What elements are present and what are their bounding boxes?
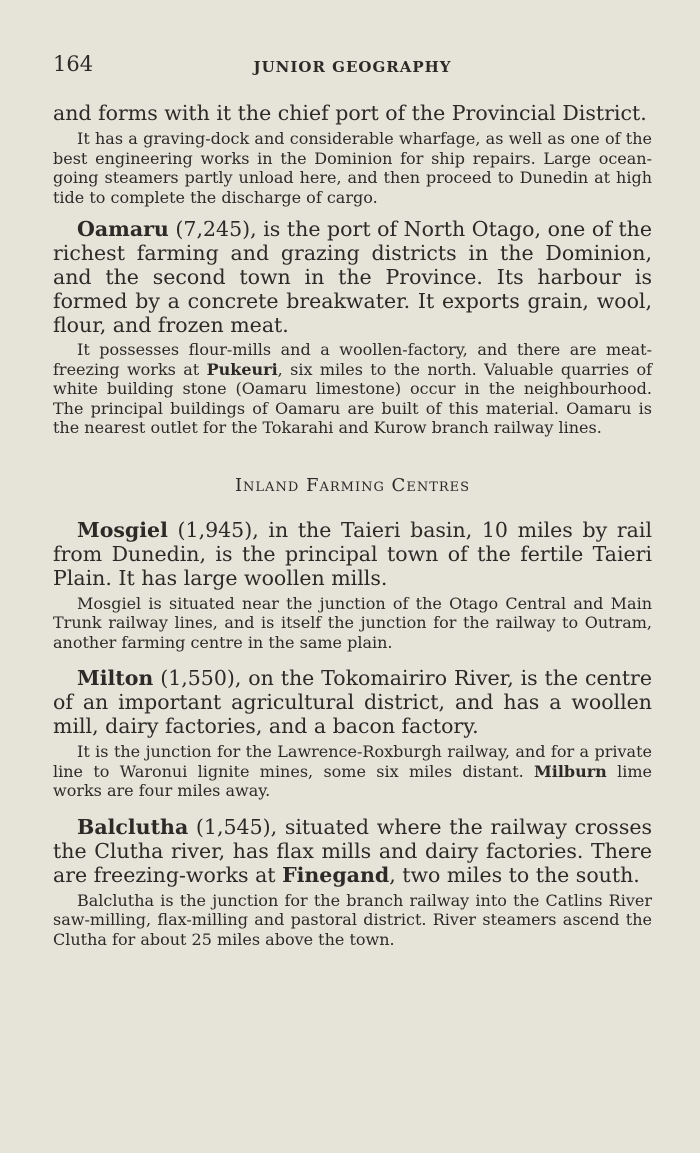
paragraph-balclutha bbox=[53, 815, 652, 887]
milton-note-b: lime works are four miles away. bbox=[53, 761, 652, 800]
pukeuri-name: Pukeuri bbox=[206, 359, 278, 379]
paragraph-oamaru bbox=[53, 217, 652, 337]
mosgiel-name: Mosgiel bbox=[77, 517, 168, 542]
oamaru-note-b: , six miles to the north. Valuable quarries of white building stone (Oamaru limestone) occur in the neighbourhood. The principal buildings of Oamaru are built of this material. Oamaru is the nearest outlet for the Tokarahi and Kurow branch railway lines. bbox=[53, 359, 652, 437]
milton-note-a: It is the junction for the Lawrence-Roxburgh railway, and for a private line to Waronui lignite mines, some six miles distant. bbox=[53, 742, 652, 781]
balclutha-text-a: (1,545), situated where the railway crosses the Clutha river, has flax mills and dairy factories. There are freezing-works at bbox=[53, 814, 652, 887]
milburn-name: Milburn bbox=[534, 761, 607, 781]
page-number: 164 bbox=[53, 52, 94, 76]
section-heading: Inland Farming Centres bbox=[234, 474, 471, 496]
paragraph-graving-dock: It has a graving-dock and considerable wharfage, as well as one of the best engineering works in the Dominion for ship repairs. Large ocean-going steamers partly unload here, and then proceed to Dunedin at high tide to complete the discharge of cargo. bbox=[53, 129, 652, 207]
paragraph-port-continuation: and forms with it the chief port of the Provincial District. bbox=[53, 101, 647, 125]
page-header bbox=[53, 52, 652, 82]
paragraph-balclutha-note: Balclutha is the junction for the branch railway into the Catlins River saw-milling, flax-milling and pastoral district. River steamers ascend the Clutha for about 25 miles above the town. bbox=[53, 890, 652, 949]
milton-text: (1,550), on the Tokomairiro River, is the centre of an important agricultural district, and has a woollen mill, dairy factories, and a bacon factory. bbox=[53, 666, 652, 738]
oamaru-name: Oamaru bbox=[77, 217, 169, 241]
paragraph-mosgiel bbox=[53, 518, 652, 590]
milton-name: Milton bbox=[77, 666, 154, 690]
paragraph-milton bbox=[53, 666, 652, 738]
balclutha-text-b: , two miles to the south. bbox=[389, 862, 640, 887]
mosgiel-text: (1,945), in the Taieri basin, 10 miles by rail from Dunedin, is the principal town of the fertile Taieri Plain. It has large woollen mills. bbox=[53, 517, 652, 590]
balclutha-name: Balclutha bbox=[77, 814, 189, 839]
paragraph-oamaru-note bbox=[53, 340, 652, 438]
finegand-name: Finegand bbox=[282, 862, 390, 887]
paragraph-mosgiel-note: Mosgiel is situated near the junction of the Otago Central and Main Trunk railway lines, and is itself the junction for the railway to Outram, another farming centre in the same plain. bbox=[53, 593, 652, 652]
page-body bbox=[53, 101, 652, 949]
paragraph-milton-note bbox=[53, 742, 652, 801]
oamaru-text: (7,245), is the port of North Otago, one of the richest farming and grazing districts in the Dominion, and the second town in the Province. Its harbour is formed by a concrete breakwater. It exports grain, wool, flour, and frozen meat. bbox=[53, 217, 652, 337]
running-head: JUNIOR GEOGRAPHY bbox=[253, 58, 452, 76]
oamaru-note-a: It possesses flour-mills and a woollen-factory, and there are meat-freezing works at bbox=[53, 340, 652, 379]
